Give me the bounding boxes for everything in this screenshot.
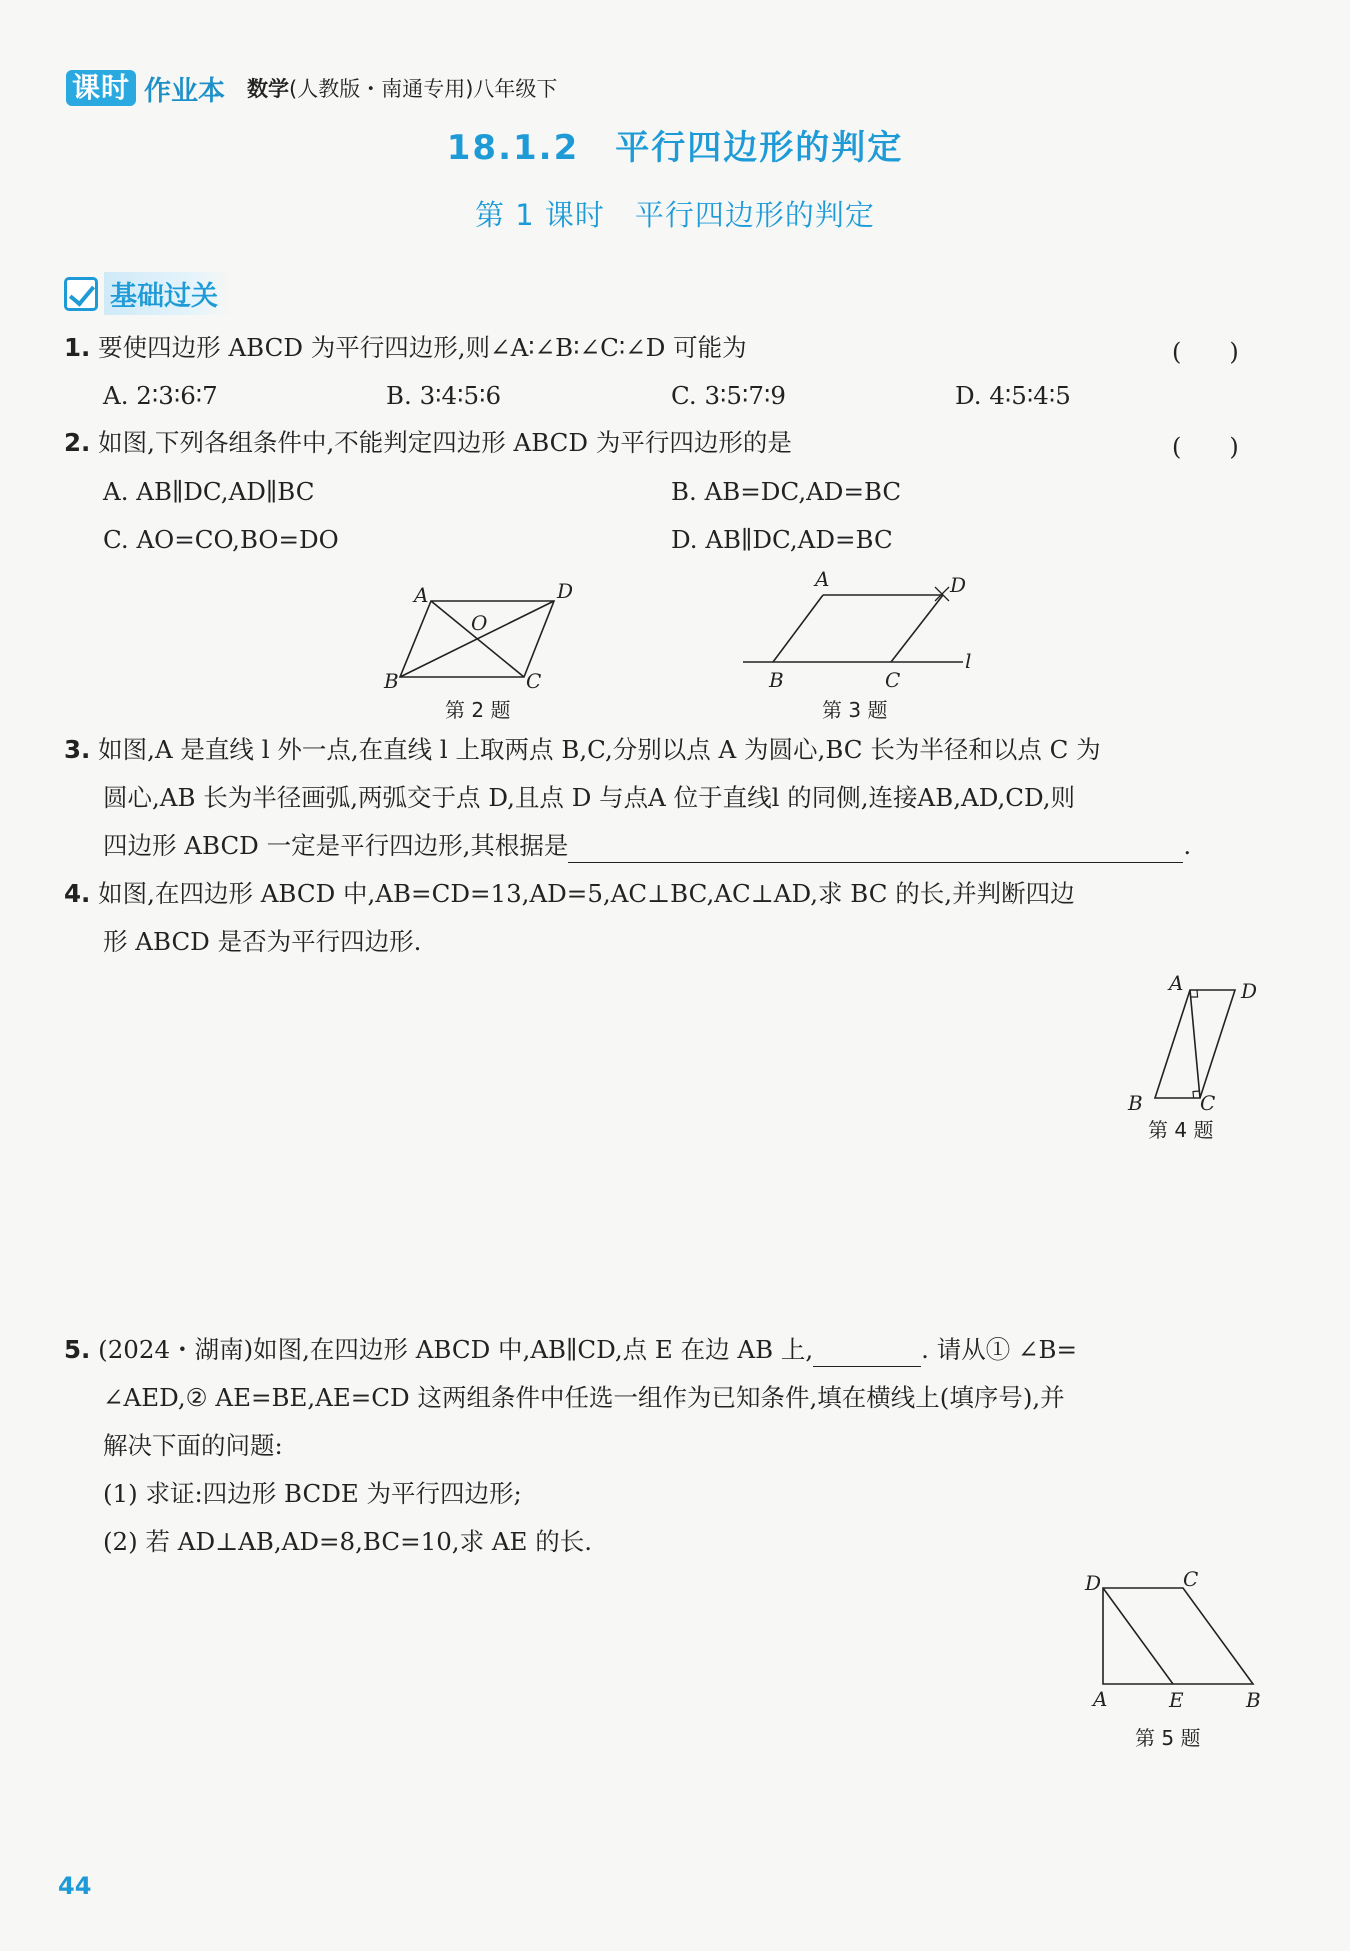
question-text-line3: 解决下面的问题: xyxy=(103,1431,283,1460)
page-number: 44 xyxy=(58,1872,92,1900)
option-c: C. AO=CO,BO=DO xyxy=(103,525,339,554)
segment-de xyxy=(1103,1588,1173,1684)
label-b: B xyxy=(1246,1688,1261,1712)
option-a: A. 2∶3∶6∶7 xyxy=(103,381,218,410)
trapezoid-abcd xyxy=(1103,1588,1253,1684)
sub-question-1: (1) 求证:四边形 BCDE 为平行四边形; xyxy=(103,1479,522,1508)
label-c: C xyxy=(526,669,542,693)
label-l: l xyxy=(965,649,972,673)
label-a: A xyxy=(1169,971,1184,995)
question-text-line1: (2024・湖南)如图,在四边形 ABCD 中,AB∥CD,点 E 在边 AB 上, xyxy=(98,1335,814,1364)
header xyxy=(66,68,557,108)
condition-blank[interactable] xyxy=(813,1338,921,1367)
figure-3-caption: 第 3 题 xyxy=(822,698,888,722)
segment-ab xyxy=(773,595,823,662)
brand-name: 作业本 xyxy=(144,75,226,107)
edition: (人教版・南通专用)八年级下 xyxy=(289,77,558,101)
question-text-line1: 如图,A 是直线 l 外一点,在直线 l 上取两点 B,C,分别以点 A 为圆心,BC 长为半径和以点 C 为 xyxy=(98,735,1101,764)
right-angle-mark-a xyxy=(1191,990,1198,997)
figure-4 xyxy=(1120,968,1270,1113)
label-o: O xyxy=(471,611,488,635)
question-stem: 要使四边形 ABCD 为平行四边形,则∠A∶∠B∶∠C∶∠D 可能为 xyxy=(98,333,747,362)
label-b: B xyxy=(384,669,399,693)
diagonal-ac xyxy=(1190,990,1200,1098)
label-e: E xyxy=(1169,1688,1184,1712)
label-b: B xyxy=(1128,1091,1143,1115)
question-4 xyxy=(64,877,1075,911)
label-b: B xyxy=(769,668,784,692)
sub-question-2: (2) 若 AD⊥AB,AD=8,BC=10,求 AE 的长. xyxy=(103,1527,593,1556)
question-text-line2: ∠AED,② AE=BE,AE=CD 这两组条件中任选一组作为已知条件,填在横线上(填序号),并 xyxy=(103,1383,1065,1412)
label-a: A xyxy=(815,567,830,591)
question-number: 3. xyxy=(64,735,91,764)
option-b: B. 3∶4∶5∶6 xyxy=(386,381,502,410)
label-a: A xyxy=(414,583,429,607)
question-3 xyxy=(64,733,1101,767)
figure-4-caption: 第 4 题 xyxy=(1148,1118,1214,1142)
right-angle-mark-c xyxy=(1193,1091,1199,1098)
subject: 数学 xyxy=(247,77,290,101)
answer-blank[interactable] xyxy=(568,834,1183,863)
question-2 xyxy=(64,426,792,460)
section-label: 基础过关 xyxy=(104,272,232,315)
segment-cd xyxy=(891,595,943,662)
question-3-line3 xyxy=(103,829,1191,863)
question-number: 1. xyxy=(64,333,91,362)
question-text-line1-end: . 请从① ∠B= xyxy=(921,1335,1078,1364)
checkbox-icon xyxy=(64,277,98,311)
figure-2-caption: 第 2 题 xyxy=(445,698,511,722)
period: . xyxy=(1183,831,1192,860)
label-d: D xyxy=(950,573,967,597)
figure-5 xyxy=(1075,1568,1275,1718)
option-d: D. 4∶5∶4∶5 xyxy=(955,381,1071,410)
figure-3 xyxy=(735,567,985,692)
option-a: A. AB∥DC,AD∥BC xyxy=(103,477,315,506)
arc-intersection-mark xyxy=(935,587,949,601)
answer-paren: ( ) xyxy=(1172,338,1239,366)
label-a: A xyxy=(1093,1687,1108,1711)
option-b: B. AB=DC,AD=BC xyxy=(671,477,902,506)
question-number: 5. xyxy=(64,1335,91,1364)
label-c: C xyxy=(1200,1091,1216,1115)
question-5 xyxy=(64,1333,1077,1367)
question-text-line2: 形 ABCD 是否为平行四边形. xyxy=(103,927,422,956)
question-number: 4. xyxy=(64,879,91,908)
lesson-title: 第 1 课时 平行四边形的判定 xyxy=(475,198,875,232)
section-title: 18.1.2 平行四边形的判定 xyxy=(446,128,904,168)
book-info xyxy=(247,73,557,103)
figure-2 xyxy=(380,579,590,693)
label-d: D xyxy=(1085,1571,1102,1595)
figure-5-caption: 第 5 题 xyxy=(1135,1726,1201,1750)
label-d: D xyxy=(1241,979,1258,1003)
option-c: C. 3∶5∶7∶9 xyxy=(671,381,786,410)
question-text-line2: 圆心,AB 长为半径画弧,两弧交于点 D,且点 D 与点A 位于直线l 的同侧,连接AB,AD,CD,则 xyxy=(103,783,1076,812)
question-number: 2. xyxy=(64,428,91,457)
section-heading xyxy=(64,272,232,315)
label-c: C xyxy=(885,668,901,692)
question-text-line3: 四边形 ABCD 一定是平行四边形,其根据是 xyxy=(103,831,569,860)
label-d: D xyxy=(557,579,574,603)
answer-paren: ( ) xyxy=(1172,433,1239,461)
logo: 课时 xyxy=(66,70,136,106)
label-c: C xyxy=(1183,1567,1199,1591)
question-1 xyxy=(64,331,747,365)
question-text-line1: 如图,在四边形 ABCD 中,AB=CD=13,AD=5,AC⊥BC,AC⊥AD,求 BC 的长,并判断四边 xyxy=(98,879,1075,908)
option-d: D. AB∥DC,AD=BC xyxy=(671,525,893,554)
question-stem: 如图,下列各组条件中,不能判定四边形 ABCD 为平行四边形的是 xyxy=(98,428,792,457)
